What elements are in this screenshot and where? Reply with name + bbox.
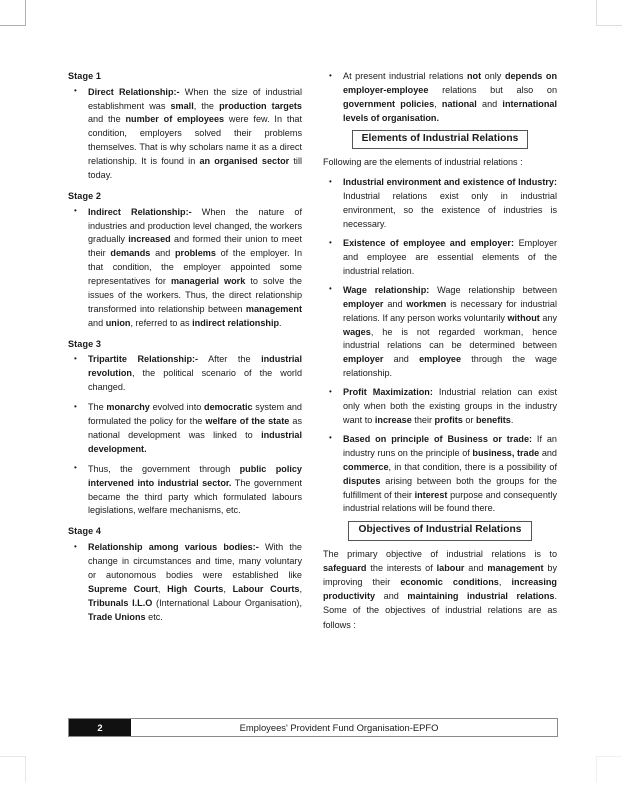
body-text: If an industry runs on the principle of bbox=[343, 433, 557, 458]
crop-mark-bottom-left bbox=[0, 756, 26, 782]
emphasis-text: without bbox=[507, 312, 540, 323]
body-text: Employer and employee are essential elements of the industrial relation. bbox=[343, 238, 558, 276]
bullet-item bbox=[68, 353, 302, 395]
body-text: of the employer. In that condition, the employer appointed some representatives for bbox=[88, 248, 303, 287]
bullet-item bbox=[68, 401, 302, 457]
heading-stage-3: Stage 3 bbox=[68, 338, 102, 349]
body-text: The government became the third party which formulated labours legislations, welfare mechanisms, etc. bbox=[88, 477, 302, 516]
body-text: , bbox=[223, 583, 233, 594]
emphasis-text: number of employees bbox=[125, 114, 225, 125]
body-text: , bbox=[157, 583, 168, 594]
body-text: and bbox=[88, 317, 106, 328]
intro-bullet-list bbox=[323, 70, 557, 126]
emphasis-text: industrial development. bbox=[88, 429, 302, 454]
body-text: When the size of industrial establishment was bbox=[88, 86, 302, 111]
elements-bullet-list bbox=[323, 176, 557, 516]
body-text: and bbox=[375, 591, 408, 602]
left-column bbox=[68, 70, 302, 637]
emphasis-text: commerce bbox=[343, 461, 389, 472]
crop-mark-top-right bbox=[596, 0, 622, 26]
bullet-item bbox=[68, 463, 302, 519]
bullet-item bbox=[323, 284, 557, 381]
body-text: till today. bbox=[88, 156, 302, 181]
emphasis-text: monarchy bbox=[106, 402, 150, 413]
emphasis-text: maintaining industrial relations bbox=[407, 591, 555, 602]
emphasis-text: interest bbox=[414, 489, 448, 500]
body-text: The bbox=[88, 402, 107, 413]
body-text: Industrial relations exist only in industrial environment, so the existence of industries is necessary. bbox=[343, 191, 557, 230]
body-text: the interests of bbox=[366, 563, 437, 574]
emphasis-text: increased bbox=[128, 234, 171, 245]
body-text: Thus, the government through bbox=[88, 463, 240, 474]
body-text: etc. bbox=[145, 611, 163, 622]
emphasis-text: union bbox=[105, 317, 131, 328]
body-text: Wage relationship between bbox=[429, 284, 558, 295]
stage-4-bullet-list bbox=[68, 541, 302, 624]
body-text: and bbox=[476, 98, 503, 109]
elements-lead-text: Following are the elements of industrial relations : bbox=[323, 157, 523, 168]
body-text: is necessary for industrial relations. If any person works voluntarily bbox=[343, 298, 557, 323]
emphasis-text: profits bbox=[434, 414, 463, 425]
bullet-item bbox=[68, 541, 302, 624]
body-text: , bbox=[434, 98, 442, 109]
emphasis-text: benefits bbox=[475, 414, 511, 425]
bullet-item bbox=[323, 70, 557, 126]
emphasis-text: government policies bbox=[343, 98, 435, 109]
emphasis-text: Industrial environment and existence of Industry: bbox=[343, 177, 557, 188]
body-text: , referred to as bbox=[130, 317, 193, 328]
emphasis-text: business, trade bbox=[472, 447, 540, 458]
body-text: and bbox=[383, 298, 407, 309]
body-text: At present industrial relations bbox=[343, 71, 467, 81]
body-text: and the bbox=[88, 114, 126, 125]
emphasis-text: Tribunals I.L.O bbox=[88, 597, 153, 608]
body-text: purpose and consequently industrial relations will be found there. bbox=[343, 489, 557, 514]
emphasis-text: management bbox=[487, 563, 544, 574]
body-text: through the wage relationship. bbox=[343, 354, 557, 379]
emphasis-text: workmen bbox=[406, 298, 447, 309]
page-content bbox=[68, 70, 558, 740]
stage-1-bullet-list bbox=[68, 86, 302, 183]
objectives-heading-wrap bbox=[323, 521, 557, 541]
emphasis-text: Tripartite Relationship:- bbox=[88, 354, 199, 365]
bullet-item bbox=[323, 237, 557, 279]
elements-heading-wrap bbox=[323, 130, 557, 150]
emphasis-text: Indirect Relationship:- bbox=[88, 206, 192, 217]
stage-3-bullet-list bbox=[68, 353, 302, 518]
body-text: or bbox=[462, 414, 476, 425]
emphasis-text: Relationship among various bodies:- bbox=[88, 542, 259, 553]
body-text: . bbox=[510, 414, 514, 425]
body-text: The primary objective of industrial relations is to bbox=[323, 549, 557, 560]
heading-stage-1: Stage 1 bbox=[68, 71, 102, 81]
right-column bbox=[323, 70, 557, 637]
emphasis-text: an organised sector bbox=[199, 156, 290, 167]
emphasis-text: High Courts bbox=[167, 583, 224, 594]
body-text: Industrial relation can exist only when both the existing groups in the industry want to bbox=[343, 387, 557, 425]
body-text: After the bbox=[198, 354, 262, 365]
body-text: any bbox=[539, 312, 557, 323]
emphasis-text: indirect relationship bbox=[192, 317, 280, 328]
emphasis-text: managerial work bbox=[170, 276, 246, 287]
emphasis-text: democratic bbox=[204, 402, 253, 413]
body-text: by improving their bbox=[323, 563, 557, 588]
emphasis-text: Trade Unions bbox=[88, 611, 146, 622]
body-text: , bbox=[498, 577, 512, 588]
emphasis-text: employer bbox=[343, 298, 384, 309]
emphasis-text: management bbox=[245, 303, 302, 314]
emphasis-text: labour bbox=[436, 563, 465, 574]
body-text: , he is not regarded workman, hence industrial relations can be determined between bbox=[343, 326, 557, 351]
emphasis-text: Based on principle of Business or trade: bbox=[343, 433, 533, 444]
body-text: . bbox=[279, 317, 282, 328]
section-heading-objectives: Objectives of Industrial Relations bbox=[348, 521, 531, 541]
body-text: only bbox=[481, 71, 505, 81]
emphasis-text: Labour Courts bbox=[232, 583, 300, 594]
body-text: and bbox=[150, 248, 175, 259]
emphasis-text: wages bbox=[343, 326, 371, 337]
body-text: , bbox=[299, 583, 302, 594]
body-text: , the political scenario of the world changed. bbox=[88, 368, 302, 393]
bullet-item bbox=[323, 386, 557, 428]
emphasis-text: not bbox=[466, 71, 482, 81]
emphasis-text: Existence of employee and employer: bbox=[343, 238, 514, 249]
body-text: and bbox=[383, 354, 420, 365]
emphasis-text: Wage relationship: bbox=[343, 284, 430, 295]
emphasis-text: increase bbox=[374, 414, 412, 425]
bullet-item bbox=[68, 206, 302, 331]
bullet-item bbox=[323, 176, 557, 232]
emphasis-text: international levels of organisation. bbox=[343, 98, 557, 123]
emphasis-text: demands bbox=[110, 248, 151, 259]
body-text: . Some of the objectives of industrial relations are as follows : bbox=[323, 591, 557, 630]
emphasis-text: Supreme Court bbox=[88, 583, 158, 594]
body-text: their bbox=[411, 414, 435, 425]
body-text: , in that condition, there is a possibility of bbox=[388, 461, 557, 472]
emphasis-text: Direct Relationship:- bbox=[88, 86, 180, 97]
crop-mark-top-left bbox=[0, 0, 26, 26]
body-text: system and formulated the policy for the bbox=[88, 402, 302, 427]
heading-stage-4: Stage 4 bbox=[68, 526, 102, 537]
bullet-item bbox=[68, 86, 302, 183]
emphasis-text: economic conditions bbox=[400, 577, 499, 588]
section-heading-elements: Elements of Industrial Relations bbox=[352, 130, 529, 150]
emphasis-text: small bbox=[170, 100, 194, 111]
body-text: (International Labour Organisation), bbox=[152, 597, 302, 608]
emphasis-text: safeguard bbox=[323, 563, 367, 574]
emphasis-text: depends on employer-employee bbox=[343, 71, 558, 95]
emphasis-text: national bbox=[441, 98, 477, 109]
heading-stage-2: Stage 2 bbox=[68, 190, 102, 201]
body-text: arising between both the groups for the fulfillment of their bbox=[343, 475, 557, 500]
emphasis-text: Profit Maximization: bbox=[343, 387, 433, 398]
footer-organisation-title: Employees' Provident Fund Organisation-EPFO bbox=[131, 719, 557, 736]
body-text: With the change in circumstances and time, many voluntary or autonomous bodies were established like bbox=[88, 542, 302, 580]
body-text: to solve the issues of the workers. Thus, the direct relationship transformed into relationship between bbox=[88, 276, 302, 314]
two-column-layout bbox=[68, 70, 558, 637]
body-text: were few. In that condition, employers solved their problems themselves. That is why scholars name it as a direct relationship. It is found in bbox=[88, 114, 302, 167]
emphasis-text: problems bbox=[174, 248, 216, 259]
crop-mark-bottom-right bbox=[596, 756, 622, 782]
objectives-paragraph bbox=[323, 547, 557, 632]
emphasis-text: welfare of the state bbox=[205, 416, 290, 427]
body-text: evolved into bbox=[149, 402, 205, 413]
emphasis-text: employee bbox=[419, 354, 462, 365]
body-text: When the nature of industries and production level changed, the workers gradually bbox=[88, 206, 302, 245]
bullet-item bbox=[323, 433, 557, 516]
body-text: relations but also on bbox=[428, 84, 557, 95]
footer-page-number: 2 bbox=[69, 719, 131, 736]
emphasis-text: disputes bbox=[343, 475, 381, 486]
stage-2-bullet-list bbox=[68, 206, 302, 331]
emphasis-text: production targets bbox=[219, 100, 302, 111]
body-text: and formed their union to meet their bbox=[88, 234, 302, 259]
emphasis-text: public policy intervened into industrial sector. bbox=[88, 463, 302, 488]
body-text: and bbox=[539, 447, 557, 458]
emphasis-text: industrial revolution bbox=[88, 354, 302, 379]
body-text: and bbox=[464, 563, 488, 574]
body-text: , the bbox=[193, 100, 220, 111]
page-footer bbox=[68, 718, 558, 737]
emphasis-text: increasing productivity bbox=[323, 577, 557, 602]
emphasis-text: employer bbox=[343, 354, 384, 365]
body-text: as national development was linked to bbox=[88, 416, 302, 440]
